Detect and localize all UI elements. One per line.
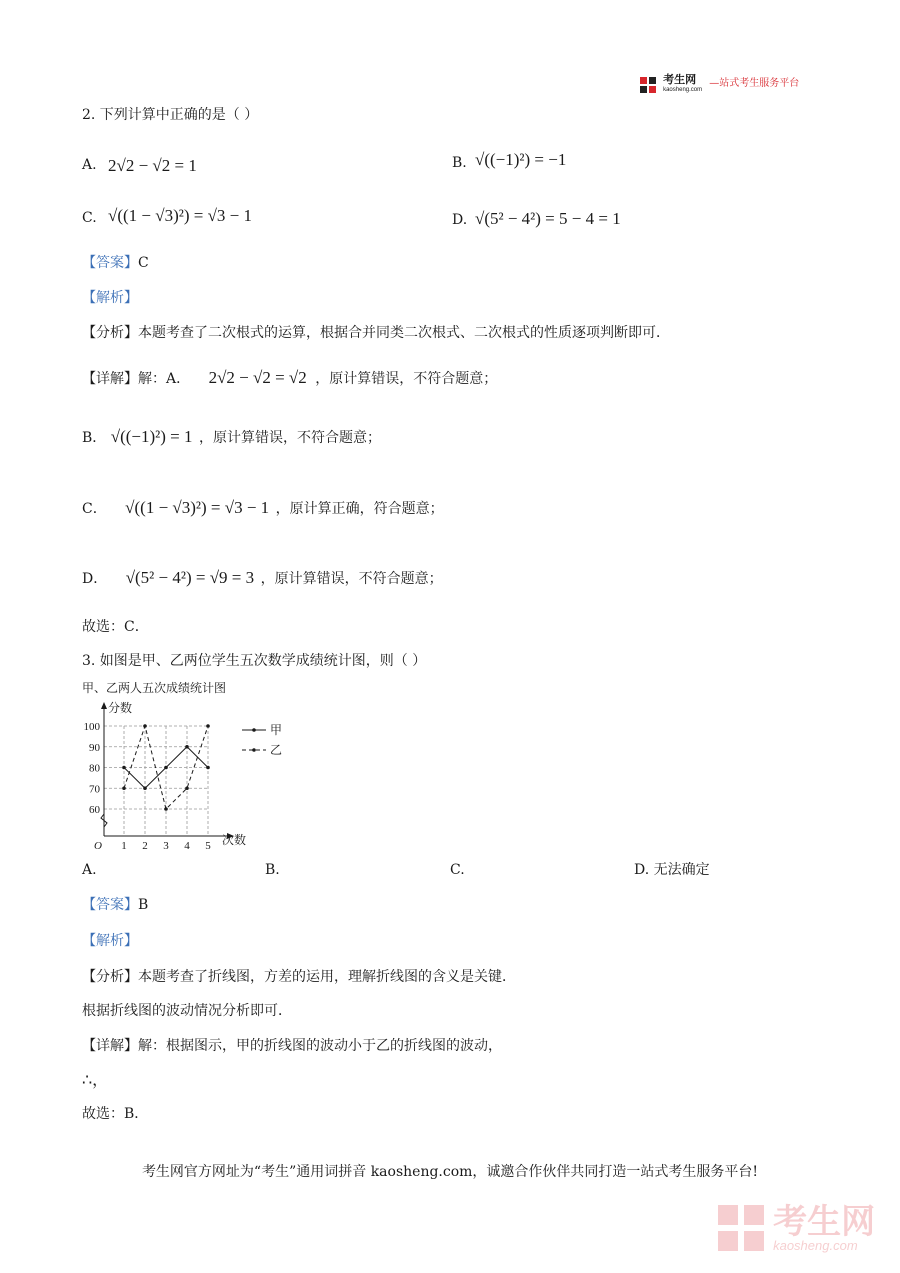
data-point (164, 807, 168, 811)
detail-A-math: 2√2 − √2 = √2 (208, 368, 307, 387)
q2-answer (82, 253, 149, 273)
data-point (185, 786, 189, 790)
answer-tag: 【答案】 (82, 897, 138, 913)
y-tick-label: 90 (89, 741, 100, 754)
x-tick-label: 1 (121, 840, 127, 852)
x-tick-label: 4 (184, 840, 190, 852)
logo-text: 考生网 (663, 73, 697, 86)
footer-text: 考生网官方网址为“考生”通用词拼音 kaosheng.com，诚邀合作伙伴共同打造一站式考生服务平台! (141, 1164, 759, 1180)
x-tick-label: 5 (205, 840, 211, 852)
answer-value: C (138, 255, 149, 271)
q2-optB-math: √((−1)²) = −1 (475, 150, 567, 169)
legend-label: 乙 (270, 743, 283, 757)
q3-optA: A. (82, 862, 97, 878)
chart-title: 甲、乙两人五次成绩统计图 (82, 681, 227, 695)
detail-C-math: √((1 − √3)²) = √3 − 1 (125, 498, 270, 517)
detail-D-label: D． (82, 571, 108, 587)
q3-conclusion: 故选：B． (82, 1106, 149, 1122)
data-point (122, 786, 126, 790)
detail-C-label: C． (82, 501, 107, 517)
q3-optC: C. (450, 862, 465, 878)
q2-fenxi: 【分析】本题考查了二次根式的运算，根据合并同类二次根式、二次根式的性质逐项判断即可． (82, 325, 670, 341)
q2-stem: 2. 下列计算中正确的是（ ） (82, 107, 259, 123)
legend-marker (252, 728, 256, 732)
chart-grid (104, 726, 208, 836)
q3-optD: D. 无法确定 (634, 862, 710, 878)
q2-detail-D (82, 568, 443, 589)
watermark-icon (718, 1205, 764, 1251)
q2-optB-label: B. (452, 155, 467, 171)
x-tick-label: 2 (142, 840, 148, 852)
q2-optA-label: A. (82, 157, 97, 173)
legend-marker (252, 748, 256, 752)
q2-optC-math: √((1 − √3)²) = √3 − 1 (108, 206, 252, 225)
q2-detail-A (82, 368, 497, 389)
data-point (122, 766, 126, 770)
watermark-en: kaosheng.com (773, 1238, 858, 1253)
q3-line2: 根据折线图的波动情况分析即可． (82, 1003, 292, 1019)
q3-stem: 3. 如图是甲、乙两位学生五次数学成绩统计图，则（ ） (82, 653, 427, 669)
y-axis-label: 分数 (108, 701, 133, 715)
x-tick-label: 3 (163, 840, 169, 852)
detail-D-text: ，原计算错误，不符合题意； (260, 571, 443, 587)
detail-B-label: B． (82, 430, 107, 446)
logo-sub: kaosheng.com (663, 87, 703, 93)
q2-detail-C (82, 498, 444, 519)
detail-D-math: √(5² − 4²) = √9 = 3 (125, 568, 255, 587)
q3-analysis-tag: 【解析】 (82, 933, 138, 949)
y-axis-arrow (101, 702, 107, 709)
q2-detail-B (82, 427, 381, 448)
y-tick-label: 80 (89, 762, 100, 775)
q3-therefore: ∴， (82, 1070, 109, 1089)
q2-optD-label: D. (452, 212, 468, 228)
watermark (718, 1202, 876, 1253)
detail-B-text: ，原计算错误，不符合题意； (198, 430, 381, 446)
header-logo (640, 74, 799, 94)
detail-intro: 【详解】解：A． (82, 371, 191, 387)
data-point (206, 766, 210, 770)
q3-detail: 【详解】解：根据图示，甲的折线图的波动小于乙的折线图的波动， (82, 1038, 502, 1054)
chart-legend (242, 723, 282, 757)
score-chart (82, 678, 312, 853)
data-point (143, 786, 147, 790)
y-tick-label: 60 (89, 804, 100, 816)
chart-axes (84, 700, 247, 852)
q2-conclusion: 故选：C． (82, 619, 149, 635)
q2-analysis-tag: 【解析】 (82, 290, 138, 306)
logo-icon (640, 77, 656, 93)
x-axis-label: 次数 (222, 833, 247, 847)
watermark-cn: 考生网 (773, 1202, 876, 1242)
legend-label: 甲 (270, 723, 283, 737)
data-point (164, 766, 168, 770)
detail-C-text: ，原计算正确，符合题意； (275, 501, 444, 517)
answer-value: B (138, 897, 149, 913)
q2-optD-math: √(5² − 4²) = 5 − 4 = 1 (475, 209, 621, 228)
data-point (206, 724, 210, 728)
origin-label: O (94, 840, 102, 852)
detail-A-text: ，原计算错误，不符合题意； (315, 371, 498, 387)
y-tick-label: 100 (83, 721, 100, 733)
q3-optB: B. (265, 862, 280, 878)
q3-fenxi: 【分析】本题考查了折线图，方差的运用，理解折线图的含义是关键． (82, 969, 516, 985)
q3-answer (82, 895, 148, 915)
q2-optA-math: 2√2 − √2 = 1 (108, 156, 197, 175)
data-point (185, 745, 189, 749)
detail-B-math: √((−1)²) = 1 (110, 427, 193, 446)
q2-optC-label: C. (82, 210, 97, 226)
header-slogan: —站式考生服务平台 (709, 78, 800, 89)
answer-tag: 【答案】 (82, 255, 138, 271)
data-point (143, 724, 147, 728)
y-tick-label: 70 (89, 783, 100, 796)
